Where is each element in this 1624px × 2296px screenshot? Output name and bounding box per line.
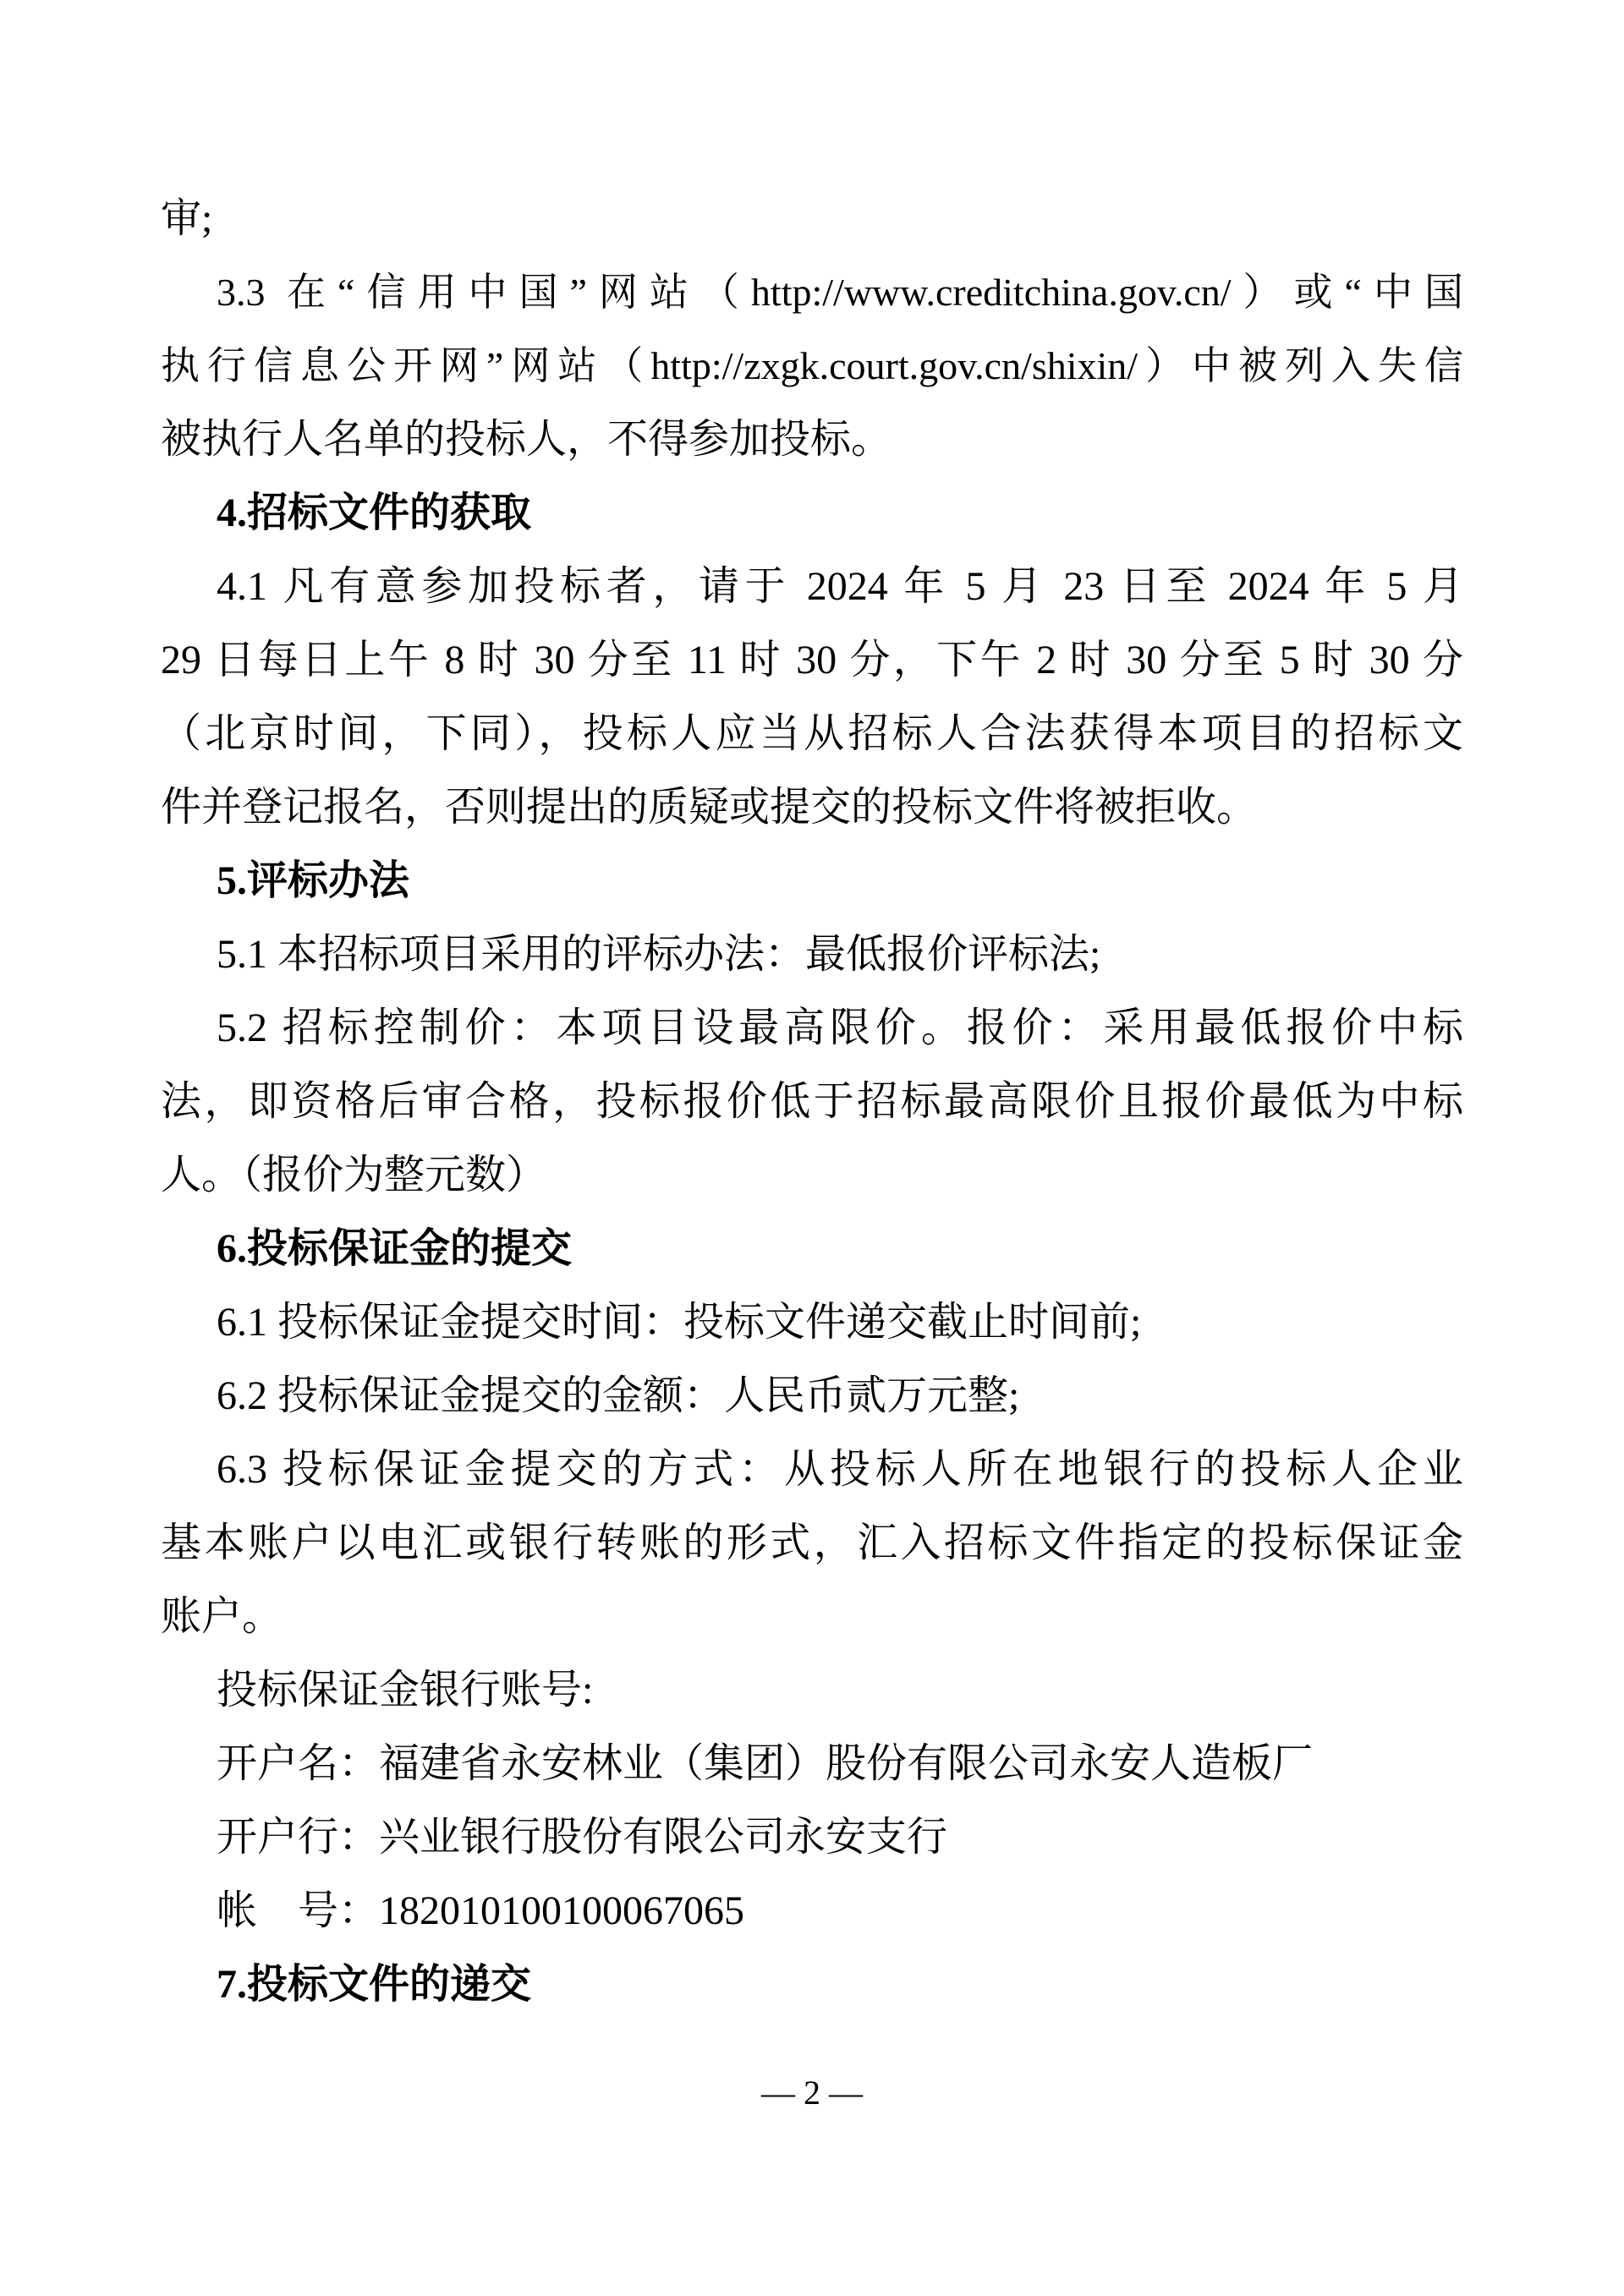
document-body [161, 182, 1463, 2021]
heading-section-5: 5.评标办法 [217, 858, 410, 903]
line-account-name: 开户名：福建省永安林业（集团）股份有限公司永安人造板厂 [217, 1741, 1314, 1786]
line-3-3-credit-china: 3.3 在“信用中国”网站（http://www.creditchina.gov.cn/）或“中国 [217, 271, 1463, 314]
line-bank-account-label: 投标保证金银行账号: [217, 1668, 594, 1712]
line-3-3-end: 被执行人名单的投标人，不得参加投标。 [161, 417, 892, 462]
line-5-2-c: 人。（报价为整元数） [161, 1153, 547, 1197]
line-6-3-b: 基本账户以电汇或银行转账的形式，汇入招标文件指定的投标保证金 [161, 1521, 1463, 1565]
line-4-1-d: 件并登记报名，否则提出的质疑或提交的投标文件将被拒收。 [161, 785, 1258, 830]
line-6-2: 6.2 投标保证金提交的金额：人民币贰万元整; [217, 1373, 1020, 1418]
heading-section-4: 4.招标文件的获取 [217, 490, 532, 535]
line-3-3-zxgk: 执行信息公开网”网站（http://zxgk.court.gov.cn/shixin/）中被列入失信 [161, 344, 1463, 387]
line-5-2-a: 5.2 招标控制价：本项目设最高限价。报价：采用最低报价中标 [217, 1006, 1463, 1050]
line-6-3-a: 6.3 投标保证金提交的方式：从投标人所在地银行的投标人企业 [217, 1447, 1463, 1492]
line-account-bank: 开户行：兴业银行股份有限公司永安支行 [217, 1815, 948, 1860]
line-4-1-a: 4.1 凡有意参加投标者，请于 2024 年 5 月 23 日至 2024 年 5 月 [217, 564, 1463, 609]
line-shen: 审; [161, 196, 213, 241]
line-4-1-b: 29 日每日上午 8 时 30 分至 11 时 30 分，下午 2 时 30 分至 5 时 30 分 [161, 638, 1463, 682]
page-number: — 2 — [761, 2074, 863, 2112]
heading-section-6: 6.投标保证金的提交 [217, 1226, 573, 1271]
line-6-3-c: 账户。 [161, 1594, 283, 1639]
heading-section-7: 7.投标文件的递交 [217, 1962, 532, 2007]
line-5-1: 5.1 本招标项目采用的评标办法：最低报价评标法; [217, 932, 1101, 977]
line-5-2-b: 法，即资格后审合格，投标报价低于招标最高限价且报价最低为中标 [161, 1079, 1463, 1124]
line-4-1-c: （北京时间，下同），投标人应当从招标人合法获得本项目的招标文 [161, 711, 1463, 756]
line-account-number: 帐 号：182010100100067065 [217, 1888, 745, 1933]
line-6-1: 6.1 投标保证金提交时间：投标文件递交截止时间前; [217, 1300, 1142, 1345]
